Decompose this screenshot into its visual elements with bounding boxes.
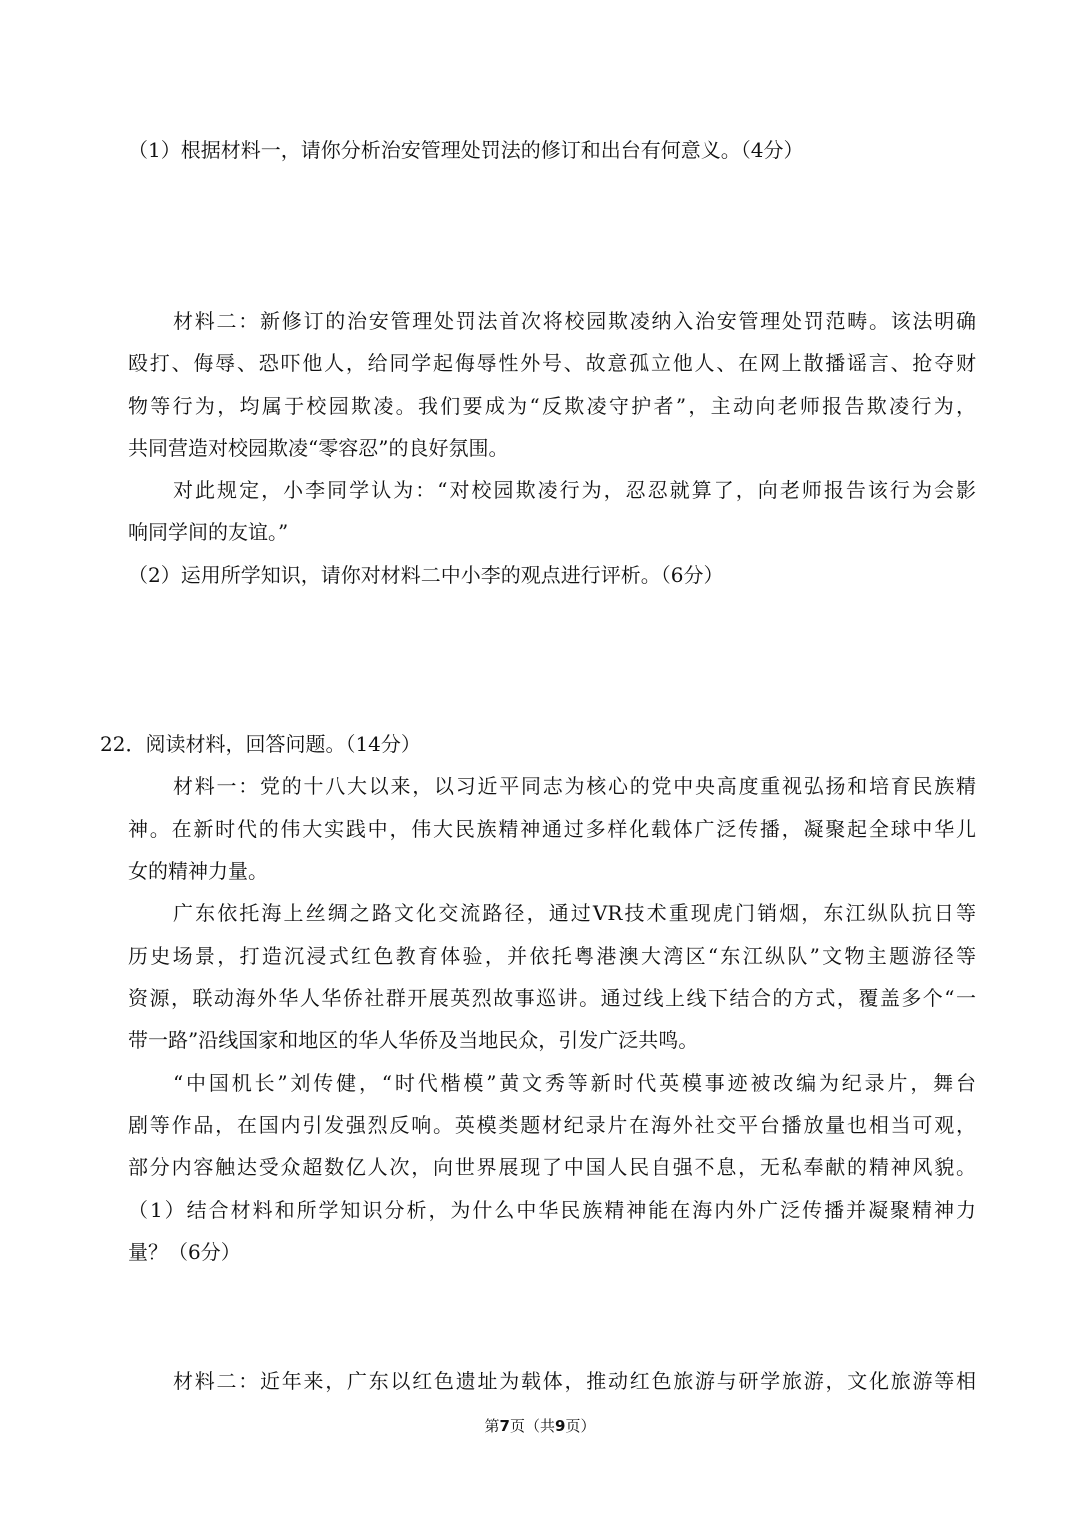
footer-prefix: 第	[484, 1417, 500, 1435]
footer-suffix: 页）	[565, 1417, 596, 1435]
q22-material1-line: 剧等作品，在国内引发强烈反响。英模类题材纪录片在海外社交平台播放量也相当可观，	[128, 1113, 976, 1137]
q22-material1-line: 历史场景，打造沉浸式红色教育体验，并依托粤港澳大湾区“东江纵队”文物主题游径等	[128, 944, 976, 968]
q22-material1-line: 资源，联动海外华人华侨社群开展英烈故事巡讲。通过线上线下结合的方式，覆盖多个“一	[128, 986, 976, 1010]
q22-title: 22．阅读材料，回答问题。（14分）	[100, 732, 421, 756]
q22-material2-line: 材料二：近年来，广东以红色遗址为载体，推动红色旅游与研学旅游，文化旅游等相	[173, 1369, 976, 1393]
footer-mid: 页（共	[509, 1417, 555, 1435]
total-page-number: 9	[555, 1417, 566, 1435]
q21-opinion-line: 响同学间的友谊。”	[128, 520, 289, 544]
q22-material1-line: 女的精神力量。	[128, 859, 268, 883]
q22-material1-line: 带一路”沿线国家和地区的华人华侨及当地民众，引发广泛共鸣。	[128, 1028, 699, 1052]
q22-sub1-prompt: （1）结合材料和所学知识分析，为什么中华民族精神能在海内外广泛传播并凝聚精神力	[128, 1198, 976, 1222]
q21-material2-line: 材料二：新修订的治安管理处罚法首次将校园欺凌纳入治安管理处罚范畴。该法明确	[173, 309, 976, 333]
q22-material1-line: 广东依托海上丝绸之路文化交流路径，通过VR技术重现虎门销烟，东江纵队抗日等	[173, 901, 976, 925]
q22-material1-line: 材料一：党的十八大以来，以习近平同志为核心的党中央高度重视弘扬和培育民族精	[173, 774, 976, 798]
q22-material1-line: 神。在新时代的伟大实践中，伟大民族精神通过多样化载体广泛传播，凝聚起全球中华儿	[128, 817, 976, 841]
page-footer	[0, 1415, 1080, 1437]
q21-material2-line: 殴打、侮辱、恐吓他人，给同学起侮辱性外号、故意孤立他人、在网上散播谣言、抢夺财	[128, 351, 976, 375]
q22-sub1-prompt: 量？（6分）	[128, 1240, 241, 1264]
q22-material1-line: “中国机长”刘传健，“时代楷模”黄文秀等新时代英模事迹被改编为纪录片，舞台	[173, 1071, 976, 1095]
q21-opinion-line: 对此规定，小李同学认为：“对校园欺凌行为，忍忍就算了，向老师报告该行为会影	[173, 478, 976, 502]
current-page-number: 7	[499, 1417, 510, 1435]
q21-material2-line: 物等行为，均属于校园欺凌。我们要成为“反欺凌守护者”，主动向老师报告欺凌行为，	[128, 394, 976, 418]
q22-material1-line: 部分内容触达受众超数亿人次，向世界展现了中国人民自强不息，无私奉献的精神风貌。	[128, 1155, 976, 1179]
q21-sub1-prompt: （1）根据材料一，请你分析治安管理处罚法的修订和出台有何意义。（4分）	[128, 138, 804, 162]
q21-sub2-prompt: （2）运用所学知识，请你对材料二中小李的观点进行评析。（6分）	[128, 563, 724, 587]
q21-material2-line: 共同营造对校园欺凌“零容忍”的良好氛围。	[128, 436, 509, 460]
